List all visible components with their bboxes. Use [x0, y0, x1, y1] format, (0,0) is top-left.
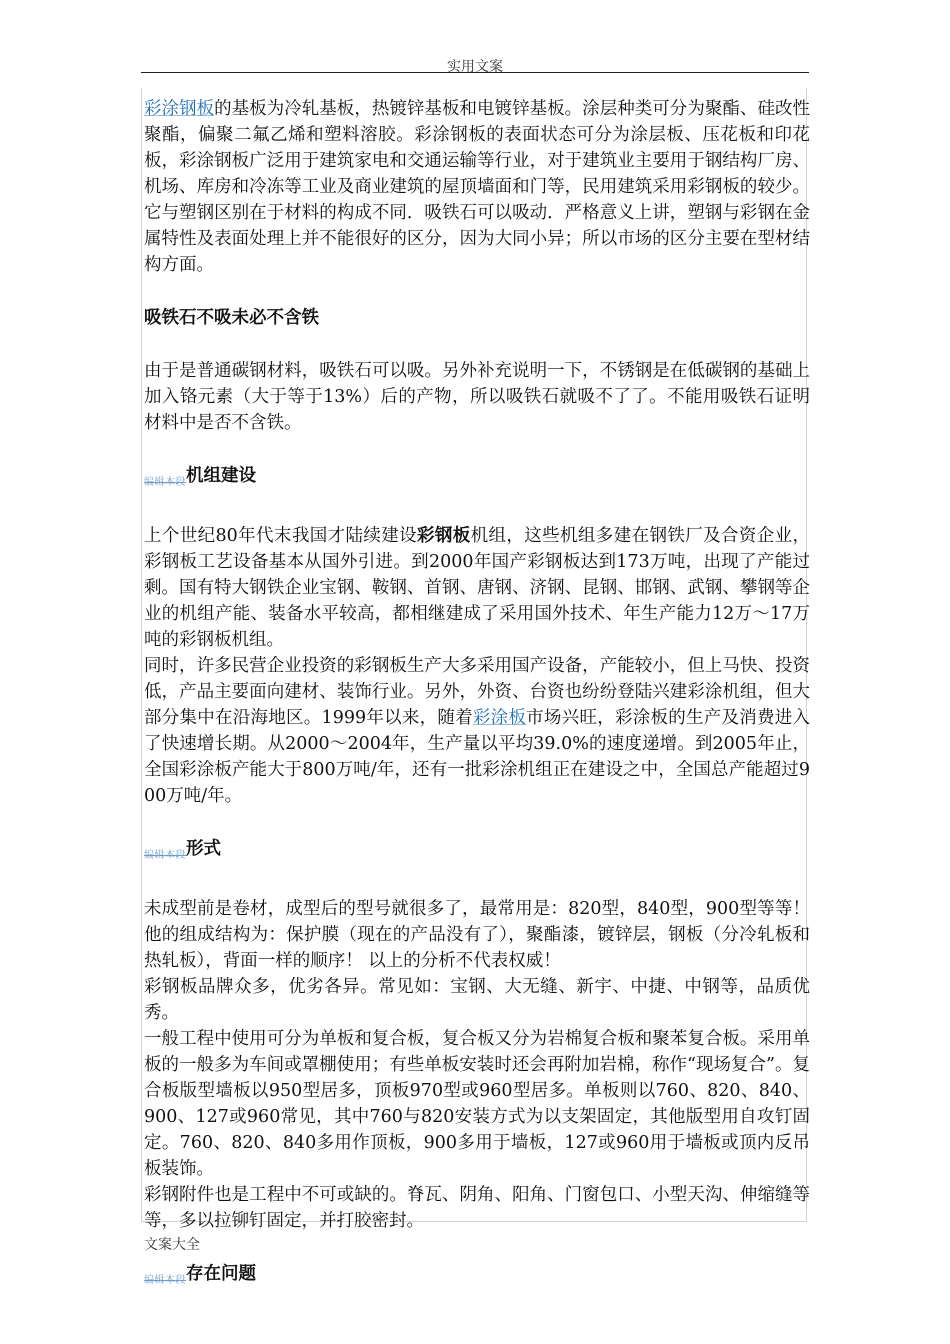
- intro-paragraph: [144, 96, 810, 278]
- color-coated-steel-link[interactable]: 彩涂钢板: [144, 99, 215, 119]
- section-heading-units: [144, 463, 810, 496]
- heading-text: 形式: [186, 839, 221, 859]
- bold-term: 彩钢板: [416, 526, 471, 546]
- units-paragraph-1: [144, 523, 810, 653]
- paragraph-text: 机组，这些机组多建在钢铁厂及合资企业，彩钢板工艺设备基本从国外引进。到2000年国产彩钢板达到173万吨，出现了产能过剩。国有特大钢铁企业宝钢、鞍钢、首钢、唐钢、济钢、昆钢、邯钢、武钢、攀钢等企业的机组产能、装备水平较高，都相继建成了采用国外技术、年生产能力12万～17万吨的彩钢板机组。: [144, 526, 810, 650]
- form-paragraph-2: 彩钢板品牌众多，优劣各异。常见如：宝钢、大无缝、新宇、中捷、中钢等，品质优秀。: [144, 977, 810, 1023]
- intro-text: 的基板为冷轧基板，热镀锌基板和电镀锌基板。涂层种类可分为聚酯、硅改性聚酯，偏聚二氟乙烯和塑料溶胶。彩涂钢板的表面状态可分为涂层板、压花板和印花板，彩涂钢板广泛用于建筑家电和交通运输等行业，对于建筑业主要用于钢结构厂房、机场、库房和冷冻等工业及商业建筑的屋顶墙面和门等，民用建筑采用彩钢板的较少。它与塑钢区别在于材料的构成不同．吸铁石可以吸动．严格意义上讲，塑钢与彩钢在金属特性及表面处理上并不能很好的区分，因为大同小异；所以市场的区分主要在型材结构方面。: [144, 99, 810, 275]
- edit-section-link[interactable]: 编辑本段: [144, 1275, 186, 1286]
- header-divider: [141, 72, 809, 73]
- magnet-paragraph: 由于是普通碳钢材料，吸铁石可以吸。另外补充说明一下，不锈钢是在低碳钢的基础上加入铬元素（大于等于13%）后的产物，所以吸铁石就吸不了了。不能用吸铁石证明材料中是否不含铁。: [144, 361, 810, 433]
- page-header-title: 实用文案: [447, 59, 503, 75]
- paragraph-text: 上个世纪80年代末我国才陆续建设: [144, 526, 417, 546]
- heading-text: 存在问题: [186, 1264, 256, 1284]
- form-paragraph-1: 未成型前是卷材，成型后的型号就很多了，最常用是：820型，840型，900型等等！他的组成结构为：保护膜（现在的产品没有了），聚酯漆，镀锌层，钢板（分冷轧板和热轧板），背面一样的顺序！ 以上的分析不代表权威！: [144, 899, 810, 971]
- section-heading-problems: [144, 1261, 810, 1294]
- edit-section-link[interactable]: 编辑本段: [144, 477, 186, 488]
- document-body: [144, 96, 810, 1294]
- page-footer-text: 文案大全: [144, 1237, 200, 1253]
- units-paragraph-2: [144, 653, 810, 809]
- heading-text: 机组建设: [186, 466, 256, 486]
- color-coated-board-link[interactable]: 彩涂板: [472, 708, 527, 728]
- form-paragraph-3: 一般工程中使用可分为单板和复合板，复合板又分为岩棉复合板和聚苯复合板。采用单板的一般多为车间或罩棚使用；有些单板安装时还会再附加岩棉，称作“现场复合”。复合板版型墙板以950型居多，顶板970型或960型居多。单板则以760、820、840、900、127或960常见，其中760与820安装方式为以支架固定，其他版型用自攻钉固定。760、820、840多用作顶板，900多用于墙板，127或960用于墙板或顶内反吊板装饰。: [144, 1029, 810, 1179]
- section-heading-form: [144, 836, 810, 869]
- paragraph-text: 市场兴旺，彩涂板的生产及消费进入了快速增长期。从2000～2004年，生产量以平均39.0%的速度递增。到2005年止，全国彩涂板产能大于800万吨/年，还有一批彩涂机组正在建设之中，全国总产能超过900万吨/年。: [144, 708, 811, 806]
- paragraph-text: 同时，许多民营企业投资的彩钢板生产大多采用国产设备，产能较小，但上马快、投资低，产品主要面向建材、装饰行业。另外，外资、台资也纷纷登陆兴建彩涂机组，但大部分集中在沿海地区。1999年以来，随着: [144, 656, 810, 728]
- form-paragraph-4: 彩钢附件也是工程中不可或缺的。脊瓦、阴角、阳角、门窗包口、小型天沟、伸缩缝等等，多以拉铆钉固定，并打胶密封。: [144, 1185, 810, 1231]
- edit-section-link[interactable]: 编辑本段: [144, 850, 186, 861]
- section-heading-magnet: 吸铁石不吸未必不含铁: [144, 308, 319, 328]
